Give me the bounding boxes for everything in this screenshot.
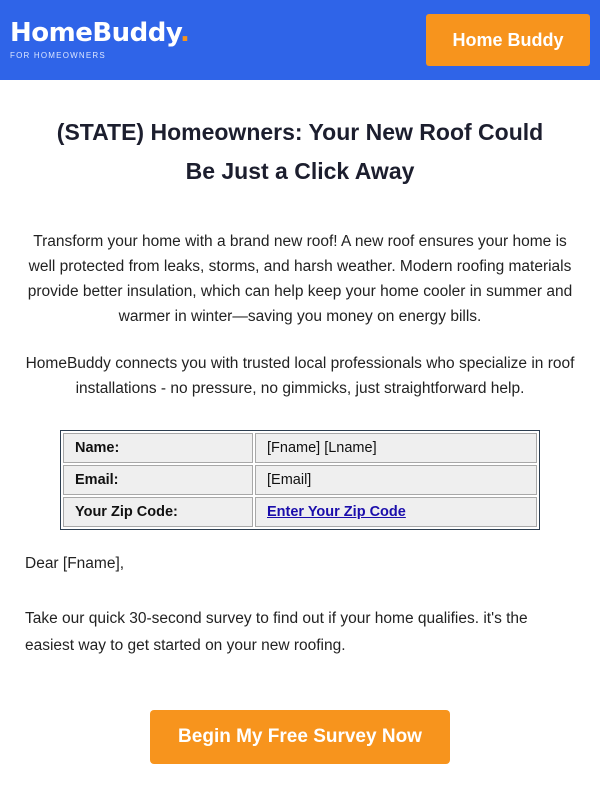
name-value: [Fname] [Lname] (255, 433, 537, 463)
homebuddy-paragraph: HomeBuddy connects you with trusted local professionals who specialize in roof installations - no pressure, no gimmicks, just straightforward help. (25, 355, 575, 397)
intro-paragraph: Transform your home with a brand new roof! A new roof ensures your home is well protected from leaks, storms, and harsh weather. Modern roofing materials provide better insulation, which can help keep your home cooler in summer and warmer in winter—saving you money on energy bills. (27, 233, 573, 325)
info-table (60, 430, 540, 530)
table-row (63, 465, 537, 495)
zip-code-label: Your Zip Code: (63, 497, 253, 527)
logo-tagline: FOR HOMEOWNERS (10, 51, 106, 60)
logo-dot: . (179, 18, 190, 48)
email-label: Email: (63, 465, 253, 495)
zip-code-cell (255, 497, 537, 527)
logo-wordmark (10, 18, 189, 48)
email-value: [Email] (255, 465, 537, 495)
survey-paragraph: Take our quick 30-second survey to find out if your home qualifies. it's the easiest way to get started on your new roofing. (25, 610, 528, 654)
logo-text: HomeBuddy (10, 18, 180, 48)
homebuddy-logo[interactable] (10, 18, 189, 60)
enter-zip-code-link[interactable]: Enter Your Zip Code (267, 504, 406, 520)
page-title: (STATE) Homeowners: Your New Roof Could Be Just a Click Away (56, 119, 544, 184)
begin-survey-button[interactable]: Begin My Free Survey Now (150, 710, 450, 764)
header-bar (0, 0, 600, 80)
name-label: Name: (63, 433, 253, 463)
table-row (63, 497, 537, 527)
table-row (63, 433, 537, 463)
greeting-text: Dear [Fname], (25, 555, 125, 572)
home-buddy-button[interactable]: Home Buddy (426, 14, 590, 66)
